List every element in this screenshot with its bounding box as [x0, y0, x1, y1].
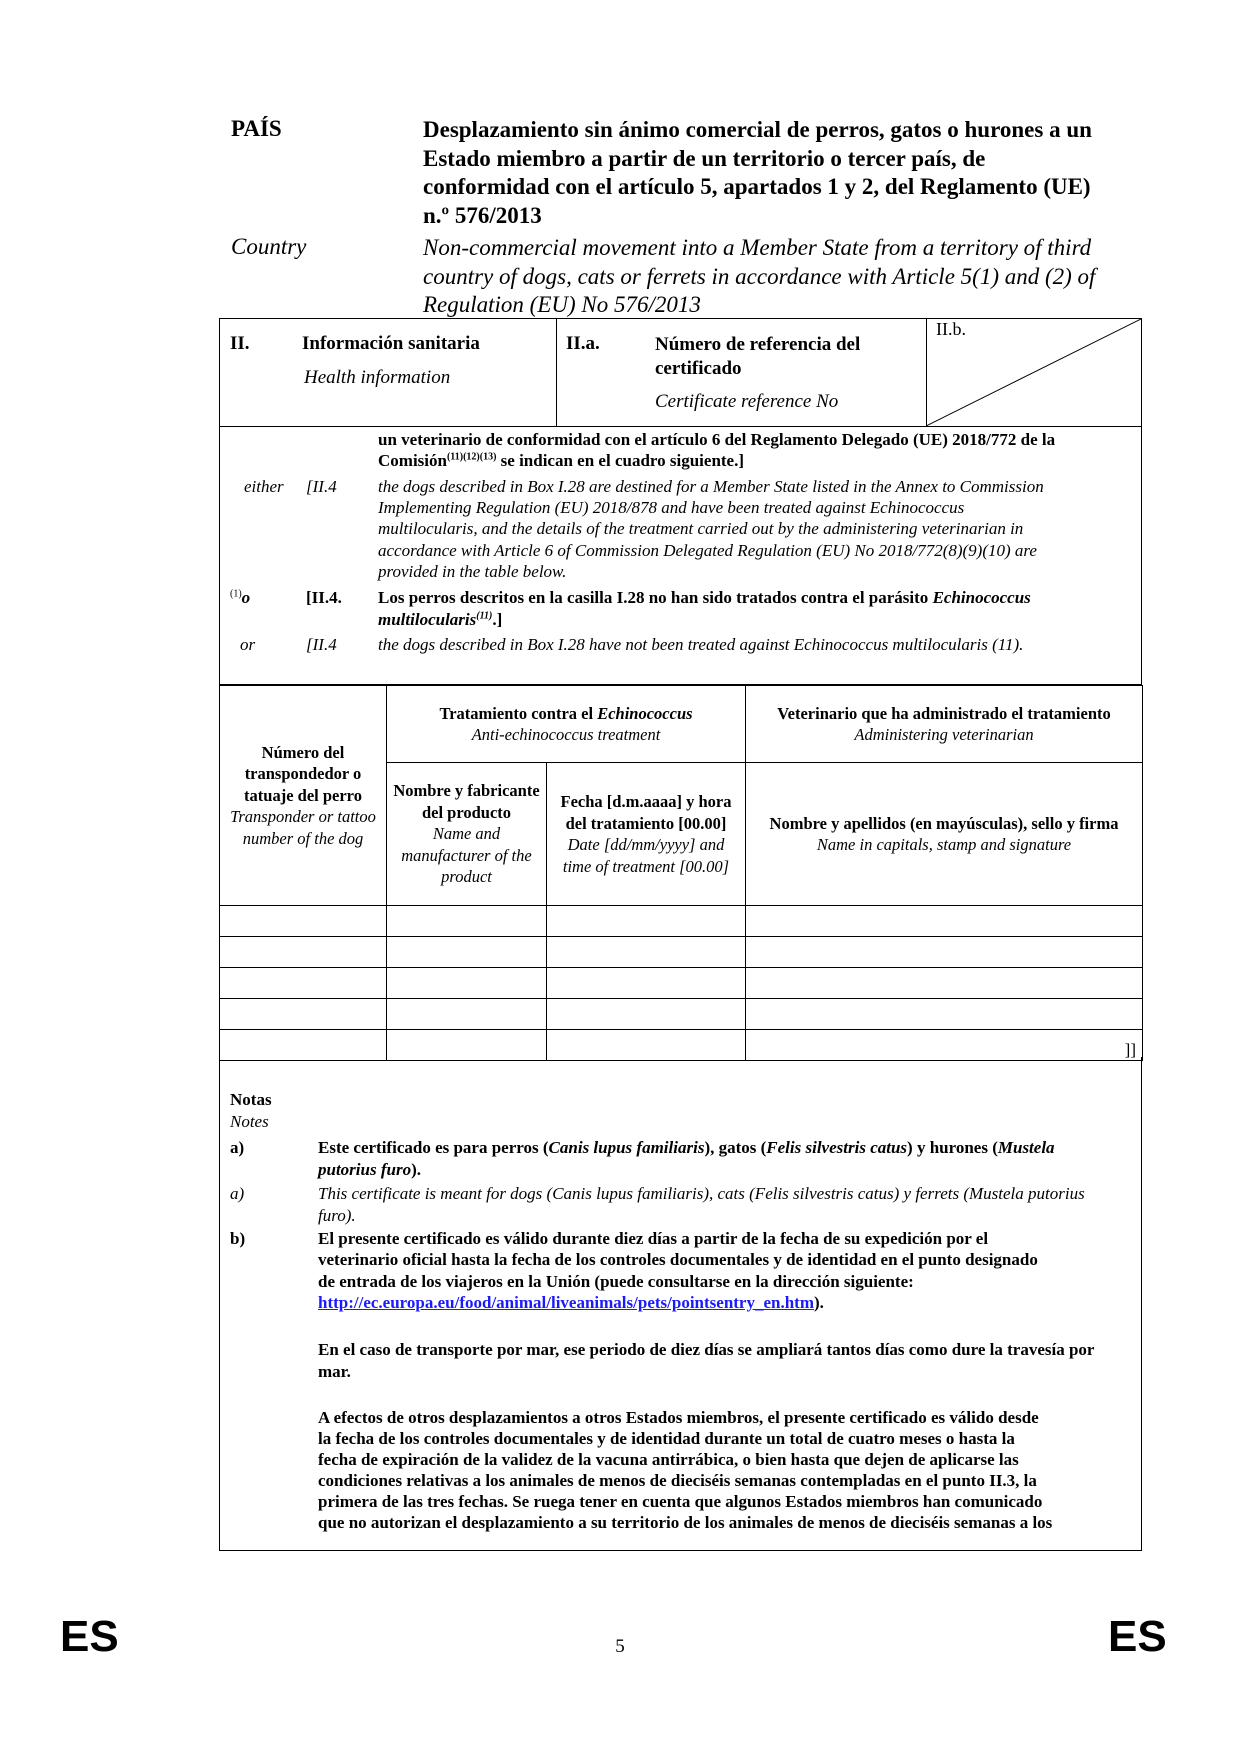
- note-b-link-line: http://ec.europa.eu/food/animal/liveanimals/pets/pointsentry_en.htm).: [318, 1293, 824, 1312]
- reference-title-es: Número de referencia del certificado: [655, 334, 861, 379]
- certificate-title-en: Non-commercial movement into a Member State from a territory of third country of dogs, cats or ferrets in accordance with Article 5(1) and (2) of Regulation (EU) No 576/2013: [423, 235, 1096, 317]
- product-header: Nombre y fabricante del producto Name and manufacturer of the product: [387, 763, 547, 906]
- transponder-header: Número del transpondedor o tatuaje del perro Transponder or tattoo number of the dog: [220, 686, 387, 906]
- note-a-label: a): [230, 1138, 245, 1157]
- section-title-es: Información sanitaria: [302, 333, 480, 354]
- section-title-en: Health information: [304, 367, 451, 388]
- table-row: [220, 999, 1143, 1030]
- clauses-box: [219, 427, 1142, 685]
- either-label: either: [244, 477, 284, 496]
- notes-title-en: Notes: [230, 1112, 269, 1131]
- note-b-para3-line: A efectos de otros desplazamientos a otros Estados miembros, el presente certificado es válido desde: [318, 1408, 1039, 1427]
- reference-section-number: II.a.: [566, 333, 600, 354]
- either-clause-line: multilocularis, and the details of the treatment carried out by the administering veterinarian in: [378, 519, 1024, 538]
- either-clause-line: accordance with Article 6 of Commission Delegated Regulation (EU) No 2018/772(8)(9)(10) are: [378, 541, 1037, 560]
- note-b-para3-line: fecha de expiración de la validez de la vacuna antirrábica, o bien hasta que dejen de aplicarse las: [318, 1450, 1019, 1469]
- note-b-line: de entrada de los viajeros en la Unión (puede consultarse en la dirección siguiente:: [318, 1272, 914, 1291]
- language-code-left: ES: [60, 1612, 119, 1661]
- country-label-es: PAÍS: [231, 116, 282, 141]
- o-label: $^{(1)}$o: [230, 588, 251, 607]
- table-row: [220, 906, 1143, 937]
- veterinarian-group-header: Veterinario que ha administrado el tratamiento Administering veterinarian: [746, 686, 1143, 763]
- section-number: II.: [230, 333, 250, 354]
- table-row: [220, 937, 1143, 968]
- iib-label: II.b.: [936, 319, 966, 339]
- notes-box: [219, 1057, 1142, 1551]
- page-number: 5: [615, 1636, 625, 1657]
- note-b-line: veterinario oficial hasta la fecha de los controles documentales y de identidad en el punto designado: [318, 1250, 1038, 1269]
- note-a-en: This certificate is meant for dogs (Canis lupus familiaris), cats (Felis silvestris catus) y ferrets (Mustela putorius furo).: [318, 1184, 1085, 1225]
- language-code-right: ES: [1108, 1612, 1167, 1661]
- country-label-en: Country: [231, 234, 307, 259]
- note-b-para3-line: primera de las tres fechas. Se ruega tener en cuenta que algunos Estados miembros han comunicado: [318, 1492, 1043, 1511]
- treatment-date-header: Fecha [d.m.aaaa] y hora del tratamiento [00.00] Date [dd/mm/yyyy] and time of treatment [00.00]: [547, 763, 746, 906]
- points-of-entry-link[interactable]: http://ec.europa.eu/food/animal/liveanimals/pets/pointsentry_en.htm: [318, 1293, 815, 1312]
- continued-clause-line1: un veterinario de conformidad con el artículo 6 del Reglamento Delegado (UE) 2018/772 de la: [378, 430, 1056, 449]
- either-clause-line: provided in the table below.: [378, 562, 567, 581]
- table-row: [220, 968, 1143, 999]
- or-clause-text: the dogs described in Box I.28 have not been treated against Echinococcus multilocularis (11).: [378, 635, 1024, 654]
- note-a-es: Este certificado es para perros (Canis lupus familiaris), gatos (Felis silvestris catus) y hurones (Mustela putorius furo).: [318, 1138, 1055, 1179]
- health-info-cell: [220, 319, 557, 426]
- section-header-box: [219, 318, 1142, 427]
- note-b-para3-line: que no autorizan el desplazamiento a su territorio de los animales de menos de dieciséis semanas a los: [318, 1513, 1053, 1532]
- o-clause-text: Los perros descritos en la casilla I.28 no han sido tratados contra el parásito Echinococcus multilocularis$^{(11)}$.]: [378, 588, 1031, 629]
- either-clause-line: Implementing Regulation (EU) 2018/878 and have been treated against Echinococcus: [378, 498, 965, 517]
- table-row: [220, 1030, 1143, 1061]
- note-b-para3-line: condiciones relativas a los animales de menos de dieciséis semanas contempladas en el punto II.3, la: [318, 1471, 1037, 1490]
- certificate-header: [231, 116, 1111, 320]
- iib-cell: [926, 319, 1141, 426]
- note-b-line: El presente certificado es válido durante diez días a partir de la fecha de su expedición por el: [318, 1229, 989, 1248]
- note-b-para2: En el caso de transporte por mar, ese periodo de diez días se ampliará tantos días como dure la travesía por mar.: [318, 1340, 1095, 1381]
- either-clause-line: the dogs described in Box I.28 are destined for a Member State listed in the Annex to Commission: [378, 477, 1044, 496]
- notes-title-es: Notas: [230, 1090, 272, 1109]
- or-label: or: [240, 635, 256, 654]
- reference-title-en: Certificate reference No: [655, 391, 839, 412]
- either-clause-number: [II.4: [306, 477, 337, 496]
- veterinarian-signature-header: Nombre y apellidos (en mayúsculas), sello y firma Name in capitals, stamp and signature: [746, 763, 1143, 906]
- certificate-title-es: Desplazamiento sin ánimo comercial de perros, gatos o hurones a un Estado miembro a partir de un territorio o tercer país, de conformidad con el artículo 5, apartados 1 y 2, del Reglamento (UE) n.º 576/2013: [423, 117, 1092, 228]
- note-b-para3-line: la fecha de los controles documentales y de identidad durante un total de cuatro meses o hasta la: [318, 1429, 1015, 1448]
- o-clause-number: [II.4.: [306, 588, 342, 607]
- note-b-label: b): [230, 1229, 246, 1248]
- diagonal-strike-line: [926, 319, 1141, 426]
- or-clause-number: [II.4: [306, 635, 337, 654]
- treatment-group-header: Tratamiento contra el Echinococcus Anti-echinococcus treatment: [387, 686, 746, 763]
- reference-number-cell: [556, 319, 927, 426]
- closing-bracket: ]]: [746, 1030, 1143, 1061]
- note-a-en-label: a): [230, 1184, 245, 1203]
- continued-clause-line2: Comisión$^{(11)(12)(13)}$ se indican en el cuadro siguiente.]: [378, 451, 745, 470]
- treatment-table: [219, 685, 1143, 1061]
